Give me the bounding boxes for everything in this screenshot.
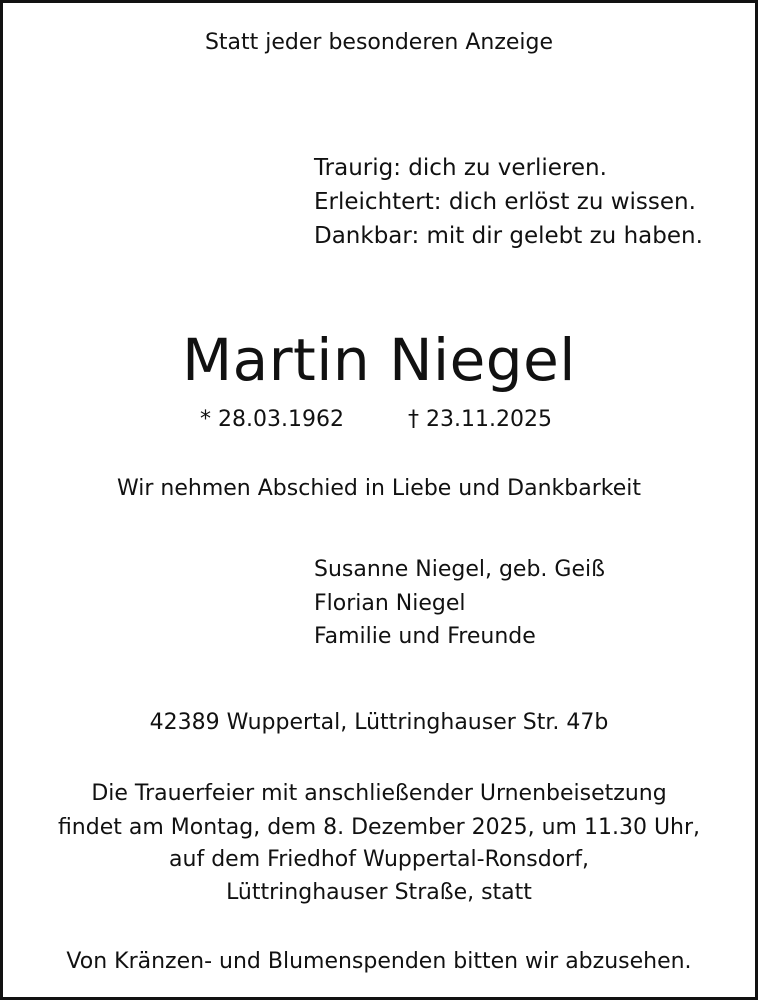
ceremony-line-1: Die Trauerfeier mit anschließender Urnenbeisetzung — [91, 781, 667, 806]
mourner-1: Susanne Niegel, geb. Geiß — [314, 557, 605, 582]
death-date: † 23.11.2025 — [408, 407, 552, 432]
poem-line-3: Dankbar: mit dir gelebt zu haben. — [314, 223, 703, 249]
closing-note: Von Kränzen- und Blumenspenden bitten wir abzusehen. — [66, 949, 692, 974]
header-notice: Statt jeder besonderen Anzeige — [204, 30, 554, 55]
poem-line-1: Traurig: dich zu verlieren. — [314, 155, 607, 181]
birth-date: * 28.03.1962 — [200, 407, 344, 432]
poem-line-2: Erleichtert: dich erlöst zu wissen. — [314, 189, 696, 215]
ceremony-line-4: Lüttringhauser Straße, statt — [226, 880, 532, 905]
ceremony-line-3: auf dem Friedhof Wuppertal-Ronsdorf, — [169, 847, 589, 872]
address: 42389 Wuppertal, Lüttringhauser Str. 47b — [149, 710, 609, 735]
mourner-3: Familie und Freunde — [314, 624, 536, 649]
mourner-2: Florian Niegel — [314, 591, 466, 616]
deceased-name: Martin Niegel — [182, 326, 576, 394]
farewell-text: Wir nehmen Abschied in Liebe und Dankbarkeit — [117, 476, 641, 501]
ceremony-line-2: findet am Montag, dem 8. Dezember 2025, um 11.30 Uhr, — [57, 815, 701, 840]
